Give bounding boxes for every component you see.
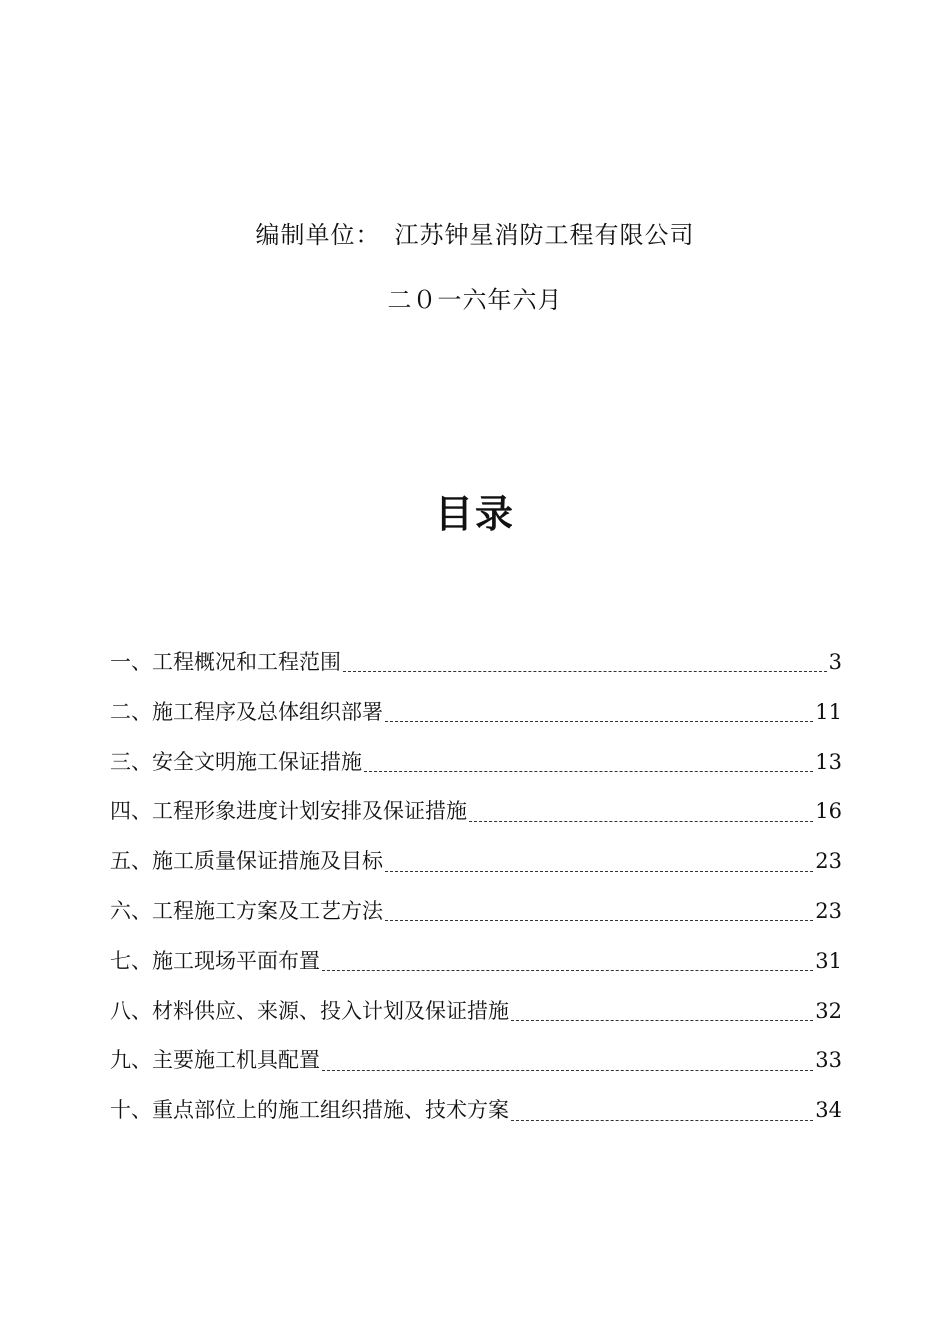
toc-entry-title: 五、施工质量保证措施及目标 bbox=[110, 849, 383, 874]
toc-entry-title: 八、材料供应、来源、投入计划及保证措施 bbox=[110, 998, 509, 1023]
compiler-label: 编制单位： bbox=[255, 221, 381, 249]
toc-entry-page: 3 bbox=[828, 650, 842, 674]
toc-entry-title: 九、主要施工机具配置 bbox=[110, 1048, 320, 1073]
toc-entry-page: 23 bbox=[815, 898, 842, 923]
toc-entry-title: 七、施工现场平面布置 bbox=[110, 948, 320, 973]
toc-leader bbox=[469, 821, 813, 822]
toc-entry-page: 34 bbox=[815, 1098, 842, 1123]
toc-entry[interactable] bbox=[110, 945, 842, 995]
toc-entry-title: 二、施工程序及总体组织部署 bbox=[110, 699, 383, 724]
toc-title: 目录 bbox=[434, 492, 515, 536]
toc-leader bbox=[385, 871, 813, 872]
toc-entry-title: 四、工程形象进度计划安排及保证措施 bbox=[110, 799, 467, 824]
toc-entry-page: 13 bbox=[815, 749, 842, 774]
toc-entry[interactable] bbox=[110, 646, 842, 696]
table-of-contents bbox=[110, 646, 842, 1144]
toc-entry-title: 一、工程概况和工程范围 bbox=[110, 650, 341, 674]
toc-entry[interactable] bbox=[110, 895, 842, 945]
toc-entry[interactable] bbox=[110, 1094, 842, 1144]
toc-leader bbox=[322, 1070, 813, 1071]
toc-entry-page: 11 bbox=[815, 699, 842, 724]
toc-leader bbox=[322, 970, 813, 971]
toc-entry-title: 三、安全文明施工保证措施 bbox=[110, 749, 362, 774]
toc-entry-page: 31 bbox=[815, 948, 842, 973]
toc-entry[interactable] bbox=[110, 995, 842, 1045]
toc-entry-title: 六、工程施工方案及工艺方法 bbox=[110, 898, 383, 923]
toc-entry-page: 23 bbox=[815, 849, 842, 874]
toc-leader bbox=[385, 920, 813, 921]
toc-leader bbox=[511, 1020, 813, 1021]
toc-entry-page: 32 bbox=[815, 998, 842, 1023]
toc-leader bbox=[343, 671, 827, 672]
document-date: 二０一六年六月 bbox=[387, 286, 563, 314]
toc-entry[interactable] bbox=[110, 696, 842, 746]
toc-entry-page: 33 bbox=[815, 1048, 842, 1073]
toc-entry[interactable] bbox=[110, 746, 842, 796]
toc-leader bbox=[511, 1120, 813, 1121]
toc-entry[interactable] bbox=[110, 795, 842, 845]
toc-leader bbox=[364, 771, 813, 772]
toc-entry[interactable] bbox=[110, 845, 842, 895]
compiler-line bbox=[0, 218, 950, 252]
toc-entry-title: 十、重点部位上的施工组织措施、技术方案 bbox=[110, 1098, 509, 1123]
compiler-name: 江苏钟星消防工程有限公司 bbox=[394, 221, 695, 249]
toc-entry[interactable] bbox=[110, 1044, 842, 1094]
toc-entry-page: 16 bbox=[815, 799, 842, 824]
toc-leader bbox=[385, 721, 813, 722]
